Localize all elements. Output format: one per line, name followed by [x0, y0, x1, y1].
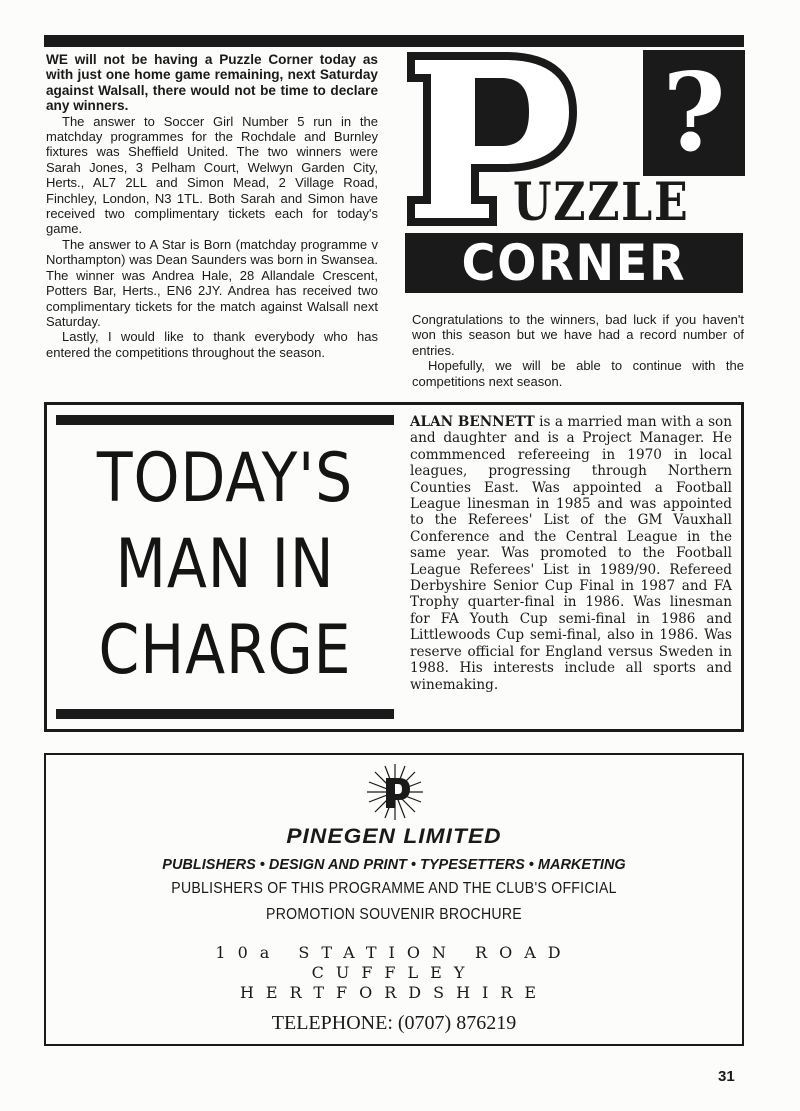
company-services: PUBLISHERS • DESIGN AND PRINT • TYPESETTERS • MARKETING — [162, 857, 626, 873]
advert-text-line: PUBLISHERS OF THIS PROGRAMME AND THE CLUB'S OFFICIAL — [171, 880, 617, 897]
logo-word-uzzle: UZZLE — [513, 172, 690, 233]
address-line: 10a STATION ROAD — [215, 943, 573, 962]
puzzle-article-continued — [412, 312, 744, 389]
puzzle-paragraph: Congratulations to the winners, bad luck if you haven't won this season but we have had a record number of entries. — [412, 312, 744, 358]
puzzle-paragraph: Hopefully, we will be able to continue with the competitions next season. — [412, 358, 744, 389]
heading-line: CHARGE — [98, 611, 352, 690]
pinegen-starburst-icon — [365, 762, 425, 822]
referee-bio-text: is a married man with a son and daughter and is a Project Manager. He commmenced refereeing in 1970 in local leagues, progressing through Northern Counties East. Was appointed a Football League linesman in 1985 and was appointed to the Referees' List of the GM Vauxhall Conference and the Central League in the same year. Was promoted to the Football League Referees' List in 1989/90. Refereed Derbyshire Senior Cup Final in 1987 and FA Trophy quarter-final in 1986. Was linesman for FA Youth Cup semi-final in 1986 and Littlewoods Cup semi-final, also in 1986. Was reserve official for England versus Sweden in 1988. His interests include all sports and winemaking. — [410, 414, 732, 693]
puzzle-lead: WE will not be having a Puzzle Corner today as with just one home game remaining, next Saturday against Walsall, there would not be time to declare any winners. — [46, 52, 378, 114]
top-rule — [44, 35, 744, 47]
referee-name: ALAN BENNETT — [410, 414, 535, 430]
puzzle-article — [46, 52, 378, 360]
advert-text-line: PROMOTION SOUVENIR BROCHURE — [266, 906, 522, 923]
address-line: CUFFLEY — [311, 963, 477, 982]
heading-rule-top — [56, 415, 394, 425]
logo-question-mark: ? — [643, 50, 745, 176]
referee-bio — [410, 414, 732, 693]
puzzle-paragraph: The answer to A Star is Born (matchday programme v Northampton) was Dean Saunders was born in Swansea. The winner was Andrea Hale, 28 Allandale Crescent, Potters Bar, Herts., EN6 2JY. Andrea has received two complimentary tickets for the match against Walsall next Saturday. — [46, 236, 378, 329]
referee-heading — [56, 413, 394, 723]
heading-rule-bottom — [56, 709, 394, 719]
logo-word-corner: CORNER — [405, 233, 743, 293]
address-line: HERTFORDSHIRE — [239, 983, 549, 1002]
heading-line: MAN IN — [115, 525, 335, 604]
telephone: TELEPHONE: (0707) 876219 — [271, 1012, 517, 1034]
page-number: 31 — [718, 1068, 735, 1085]
company-name: PINEGEN LIMITED — [286, 825, 502, 848]
heading-line: TODAY'S — [96, 439, 354, 518]
puzzle-paragraph: The answer to Soccer Girl Number 5 run in the matchday programmes for the Rochdale and Burnley fixtures was Sheffield United. The two winners were Sarah Jones, 3 Pelham Court, Welwyn Garden City, Herts., AL7 2LL and Simon Mead, 2 Village Road, Finchley, London, N3 1TL. Both Sarah and Simon have received two complimentary tickets each for today's game. — [46, 113, 378, 237]
puzzle-paragraph: Lastly, I would like to thank everybody who has entered the competitions throughout the season. — [46, 329, 378, 360]
puzzle-corner-logo — [405, 50, 750, 296]
